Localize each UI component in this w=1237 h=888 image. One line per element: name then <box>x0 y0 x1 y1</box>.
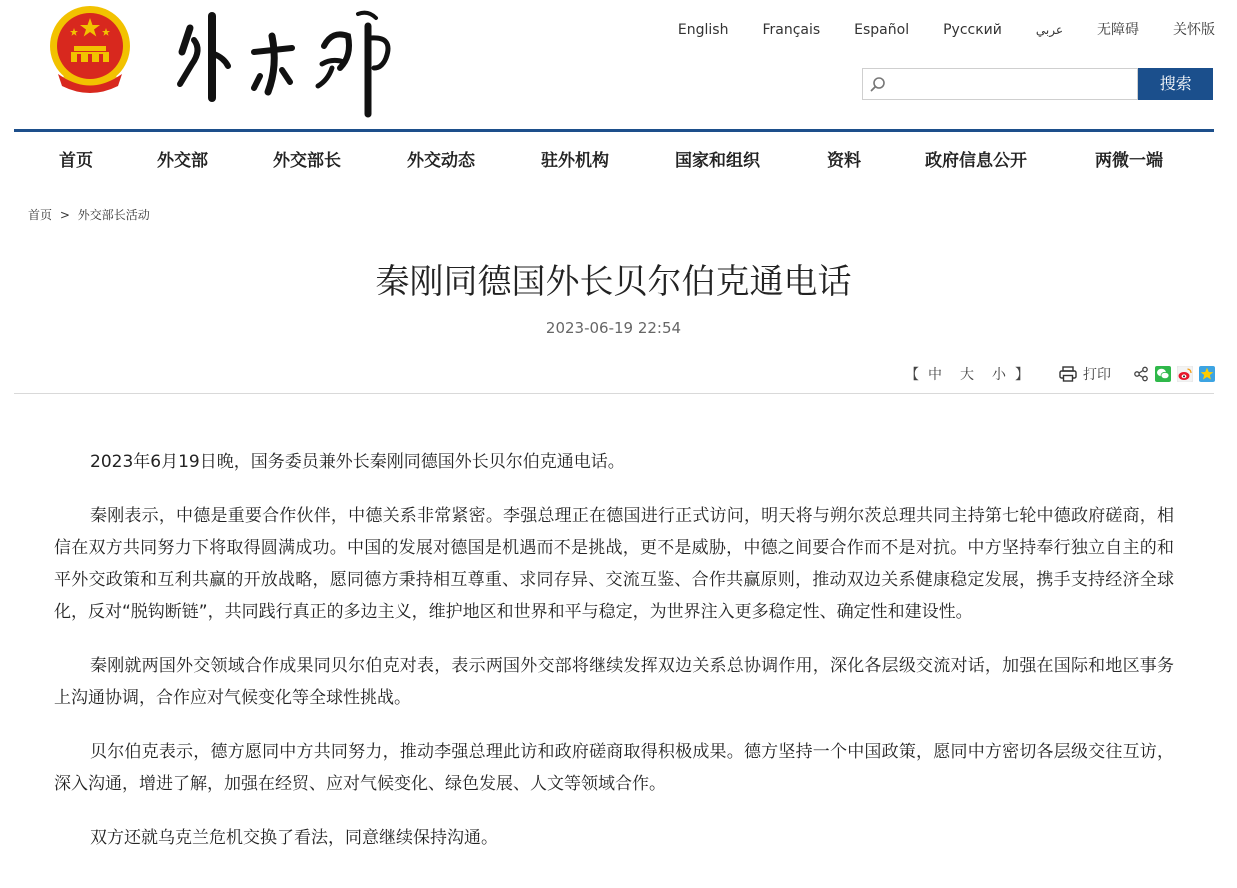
article-body <box>54 446 1174 876</box>
wechat-icon[interactable] <box>1155 366 1171 382</box>
font-size-small-button[interactable]: 小 <box>992 367 1006 383</box>
article-paragraph: 秦刚表示，中德是重要合作伙伴，中德关系非常紧密。李强总理正在德国进行正式访问，明天将与朔尔茨总理共同主持第七轮中德政府磋商，相信在双方共同努力下将取得圆满成功。中国的发展对德国是机遇而不是挑战，更不是威胁，中德之间要合作而不是对抗。中方坚持奉行独立自主的和平外交政策和互利共赢的开放战略，愿同德方秉持相互尊重、求同存异、交流互鉴、合作共赢原则，推动双边关系健康稳定发展，携手支持经济全球化，反对“脱钩断链”，共同践行真正的多边主义，维护地区和世界和平与稳定，为世界注入更多稳定性、确定性和建设性。 <box>54 506 1174 622</box>
elderly-care-link[interactable]: 关怀版 <box>1173 22 1215 38</box>
share-bar <box>1133 366 1215 382</box>
nav-item-minister[interactable]: 外交部长 <box>273 151 341 171</box>
ministry-calligraphy-logo[interactable] <box>172 6 404 118</box>
print-icon <box>1059 366 1077 382</box>
font-size-large-button[interactable]: 中 <box>928 367 942 383</box>
search-input[interactable] <box>863 69 1133 97</box>
lang-english-link[interactable]: English <box>677 22 729 38</box>
nav-item-countries-organizations[interactable]: 国家和组织 <box>675 151 760 171</box>
nav-item-missions-overseas[interactable]: 驻外机构 <box>541 151 609 171</box>
nav-item-ministry[interactable]: 外交部 <box>157 151 208 171</box>
article-date: 2023-06-19 22:54 <box>545 319 682 337</box>
nav-item-government-info[interactable]: 政府信息公开 <box>925 151 1027 171</box>
search-button[interactable]: 搜索 <box>1138 68 1213 100</box>
share-icon <box>1133 366 1149 382</box>
article-title: 秦刚同德国外长贝尔伯克通电话 <box>375 262 852 302</box>
article-paragraph: 2023年6月19日晚，国务委员兼外长秦刚同德国外长贝尔伯克通电话。 <box>90 452 625 472</box>
main-nav <box>14 132 1214 182</box>
header <box>0 0 1237 128</box>
lang-spanish-link[interactable]: Español <box>854 22 910 38</box>
qzone-icon[interactable] <box>1199 366 1215 382</box>
print-label: 打印 <box>1083 367 1111 383</box>
nav-item-diplomatic-news[interactable]: 外交动态 <box>407 151 475 171</box>
breadcrumb-current-link[interactable]: 外交部长活动 <box>77 208 150 222</box>
breadcrumb-home-link[interactable]: 首页 <box>28 208 53 222</box>
weibo-icon[interactable] <box>1177 366 1193 382</box>
article-paragraph: 秦刚就两国外交领域合作成果同贝尔伯克对表，表示两国外交部将继续发挥双边关系总协调作用，深化各层级交流对话，加强在国际和地区事务上沟通协调，合作应对气候变化等全球性挑战。 <box>54 656 1174 708</box>
search-bar <box>862 68 1213 100</box>
font-size-bracket-close: 】 <box>1015 367 1029 383</box>
article-tools <box>905 364 1215 384</box>
search-icon <box>870 76 886 92</box>
nav-item-social-media[interactable]: 两微一端 <box>1095 151 1163 171</box>
lang-arabic-link[interactable]: عربي <box>1035 23 1063 37</box>
nav-item-home[interactable]: 首页 <box>59 151 93 171</box>
search-field-wrapper <box>862 68 1138 100</box>
font-size-medium-button[interactable]: 大 <box>960 367 974 383</box>
nav-item-resources[interactable]: 资料 <box>827 151 861 171</box>
lang-russian-link[interactable]: Русский <box>943 22 1002 38</box>
print-button[interactable] <box>1059 364 1111 384</box>
accessibility-link[interactable]: 无障碍 <box>1097 22 1139 38</box>
language-bar <box>644 20 1215 40</box>
national-emblem-icon[interactable] <box>44 4 136 96</box>
lang-french-link[interactable]: Français <box>762 22 821 38</box>
article-paragraph: 贝尔伯克表示，德方愿同中方共同努力，推动李强总理此访和政府磋商取得积极成果。德方坚持一个中国政策，愿同中方密切各层级交往互访，深入沟通，增进了解，加强在经贸、应对气候变化、绿色发展、人文等领域合作。 <box>54 742 1174 794</box>
article-paragraph: 双方还就乌克兰危机交换了看法，同意继续保持沟通。 <box>90 828 498 848</box>
font-size-bracket-open: 【 <box>905 367 919 383</box>
breadcrumb-separator: > <box>59 208 70 222</box>
breadcrumb <box>28 206 154 223</box>
article-divider <box>14 393 1214 394</box>
